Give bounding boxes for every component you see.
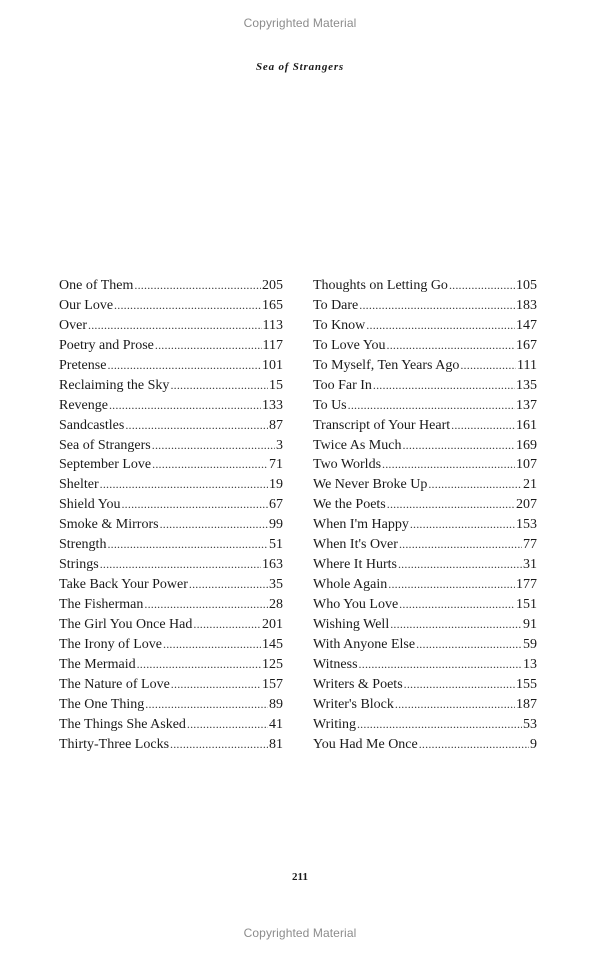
- index-entry: [59, 675, 283, 695]
- index-entry: [59, 735, 283, 755]
- dot-leader: [152, 436, 275, 456]
- entry-page-number: 105: [516, 278, 537, 293]
- index-entry: [59, 695, 283, 715]
- entry-title: Writer's Block: [313, 696, 394, 712]
- entry-page-number: 111: [517, 357, 537, 373]
- entry-title: Strength: [59, 537, 107, 553]
- entry-page-number: 125: [262, 656, 283, 672]
- dot-leader: [402, 436, 515, 456]
- entry-title: To Us: [313, 397, 347, 413]
- dot-leader: [100, 555, 261, 575]
- index-entry: [59, 455, 283, 475]
- index-entry: [313, 276, 537, 296]
- entry-title: Thoughts on Letting Go: [313, 278, 448, 293]
- entry-page-number: 151: [516, 597, 537, 612]
- index-entry: [313, 316, 537, 336]
- index-entry: [313, 336, 537, 356]
- index-entry: [313, 595, 537, 615]
- entry-page-number: 28: [269, 597, 283, 612]
- entry-page-number: 91: [523, 616, 537, 632]
- page-number: 211: [292, 871, 308, 883]
- entry-page-number: 19: [269, 477, 283, 493]
- index-entry: [313, 396, 537, 416]
- entry-page-number: 89: [269, 696, 283, 712]
- dot-leader: [145, 695, 268, 715]
- entry-title: With Anyone Else: [313, 636, 416, 652]
- dot-leader: [152, 455, 268, 475]
- index-entry: [313, 655, 537, 675]
- index-entry: [59, 296, 283, 316]
- dot-leader: [390, 615, 522, 635]
- index-entry: [313, 356, 537, 376]
- index-entry: [59, 495, 283, 515]
- entry-title: Where It Hurts: [313, 557, 397, 573]
- entry-page-number: 147: [516, 317, 537, 333]
- dot-leader: [144, 595, 268, 615]
- index-entry: [59, 316, 283, 336]
- dot-leader: [160, 515, 268, 535]
- index-entry: [313, 515, 537, 535]
- entry-title: Two Worlds: [313, 457, 382, 473]
- dot-leader: [170, 735, 268, 755]
- entry-page-number: 35: [269, 577, 283, 593]
- entry-page-number: 99: [269, 517, 283, 533]
- dot-leader: [388, 575, 515, 595]
- index-entry: [59, 436, 283, 456]
- entry-title: To Myself, Ten Years Ago: [313, 357, 460, 373]
- entry-title: Witness: [313, 656, 358, 672]
- copyright-watermark-top: Copyrighted Material: [243, 16, 357, 30]
- entry-page-number: 161: [516, 417, 537, 433]
- entry-page-number: 81: [269, 736, 283, 752]
- running-head: Sea of Strangers: [256, 61, 344, 73]
- index-entry: [59, 555, 283, 575]
- entry-title: When It's Over: [313, 537, 398, 553]
- entry-page-number: 117: [262, 337, 283, 353]
- entry-title: Writing: [313, 716, 356, 732]
- entry-page-number: 87: [269, 417, 283, 433]
- entry-page-number: 137: [516, 397, 537, 413]
- dot-leader: [170, 376, 268, 396]
- entry-page-number: 21: [523, 477, 537, 493]
- dot-leader: [382, 455, 515, 475]
- entry-page-number: 165: [262, 297, 283, 313]
- entry-page-number: 71: [269, 457, 283, 473]
- dot-leader: [137, 655, 261, 675]
- index-entry: [313, 735, 537, 755]
- entry-page-number: 77: [523, 537, 537, 553]
- index-entry: [59, 595, 283, 615]
- dot-leader: [88, 316, 262, 336]
- entry-page-number: 169: [516, 437, 537, 453]
- dot-leader: [155, 336, 262, 356]
- entry-title: Shelter: [59, 477, 99, 493]
- entry-title: The Irony of Love: [59, 636, 163, 652]
- entry-title: Too Far In: [313, 377, 372, 393]
- index-entry: [313, 436, 537, 456]
- dot-leader: [109, 396, 261, 416]
- index-entry: [313, 615, 537, 635]
- entry-title: To Dare: [313, 297, 359, 313]
- index-entry: [313, 575, 537, 595]
- entry-title: Transcript of Your Heart: [313, 417, 451, 433]
- entry-page-number: 133: [262, 397, 283, 413]
- dot-leader: [395, 695, 515, 715]
- index-entry: [59, 356, 283, 376]
- dot-leader: [189, 575, 268, 595]
- entry-title: To Love You: [313, 337, 386, 353]
- index-entry: [59, 535, 283, 555]
- index-entry: [59, 396, 283, 416]
- dot-leader: [366, 316, 515, 336]
- dot-leader: [348, 396, 515, 416]
- entry-title: Wishing Well: [313, 616, 390, 632]
- index-entry: [59, 575, 283, 595]
- entry-title: Writers & Poets: [313, 676, 403, 692]
- entry-title: To Know: [313, 317, 366, 333]
- entry-title: We the Poets: [313, 497, 386, 513]
- dot-leader: [416, 635, 522, 655]
- entry-page-number: 51: [269, 537, 283, 553]
- dot-leader: [428, 475, 522, 495]
- dot-leader: [171, 675, 261, 695]
- entry-title: The One Thing: [59, 696, 145, 712]
- index-entry: [59, 715, 283, 735]
- entry-title: September Love: [59, 457, 152, 473]
- index-entry: [59, 635, 283, 655]
- dot-leader: [100, 475, 268, 495]
- dot-leader: [451, 416, 515, 436]
- dot-leader: [193, 615, 261, 635]
- dot-leader: [163, 635, 261, 655]
- entry-page-number: 145: [262, 636, 283, 652]
- entry-title: Who You Love: [313, 597, 399, 612]
- index-entry: [59, 416, 283, 436]
- entry-title: Reclaiming the Sky: [59, 377, 170, 393]
- entry-title: Poetry and Prose: [59, 337, 154, 353]
- dot-leader: [107, 356, 261, 376]
- entry-title: Thirty-Three Locks: [59, 736, 170, 752]
- entry-page-number: 167: [516, 337, 537, 353]
- dot-leader: [419, 735, 529, 755]
- entry-title: Whole Again: [313, 577, 388, 593]
- entry-page-number: 13: [523, 656, 537, 672]
- entry-title: One of Them: [59, 278, 134, 293]
- dot-leader: [359, 296, 515, 316]
- index-entry: [59, 336, 283, 356]
- dot-leader: [404, 675, 515, 695]
- entry-title: Revenge: [59, 397, 108, 413]
- index-entry: [313, 475, 537, 495]
- entry-page-number: 53: [523, 716, 537, 732]
- dot-leader: [357, 715, 522, 735]
- index-entry: [313, 675, 537, 695]
- entry-page-number: 31: [523, 557, 537, 573]
- entry-title: Our Love: [59, 297, 114, 313]
- entry-page-number: 183: [516, 297, 537, 313]
- dot-leader: [359, 655, 522, 675]
- index-entry: [313, 416, 537, 436]
- entry-title: Smoke & Mirrors: [59, 517, 159, 533]
- entry-title: Over: [59, 317, 87, 333]
- index-entry: [313, 555, 537, 575]
- entry-title: The Girl You Once Had: [59, 616, 193, 632]
- entry-page-number: 207: [516, 497, 537, 513]
- index-entry: [313, 296, 537, 316]
- dot-leader: [449, 276, 515, 296]
- index-entry: [313, 635, 537, 655]
- dot-leader: [187, 715, 268, 735]
- dot-leader: [410, 515, 515, 535]
- entry-title: Take Back Your Power: [59, 577, 188, 593]
- entry-page-number: 187: [516, 696, 537, 712]
- dot-leader: [460, 356, 516, 376]
- dot-leader: [387, 336, 515, 356]
- index-entry: [59, 615, 283, 635]
- entry-page-number: 113: [262, 317, 283, 333]
- dot-leader: [373, 376, 515, 396]
- index-entry: [313, 495, 537, 515]
- entry-page-number: 9: [530, 736, 537, 752]
- entry-title: Twice As Much: [313, 437, 402, 453]
- entry-title: You Had Me Once: [313, 736, 418, 752]
- entry-page-number: 201: [262, 616, 283, 632]
- entry-title: We Never Broke Up: [313, 477, 428, 493]
- index-entry: [59, 376, 283, 396]
- entry-page-number: 163: [262, 557, 283, 573]
- entry-page-number: 153: [516, 517, 537, 533]
- entry-title: Pretense: [59, 357, 107, 373]
- dot-leader: [121, 495, 268, 515]
- entry-title: The Fisherman: [59, 597, 144, 612]
- entry-title: The Mermaid: [59, 656, 136, 672]
- dot-leader: [114, 296, 261, 316]
- entry-page-number: 135: [516, 377, 537, 393]
- index-entry: [313, 376, 537, 396]
- index-entry: [313, 455, 537, 475]
- entry-page-number: 157: [262, 676, 283, 692]
- index-entry: [59, 276, 283, 296]
- entry-page-number: 101: [262, 357, 283, 373]
- copyright-watermark-bottom: Copyrighted Material: [243, 926, 357, 940]
- entry-title: The Nature of Love: [59, 676, 170, 692]
- dot-leader: [399, 535, 522, 555]
- index-entry: [313, 535, 537, 555]
- index-entry: [59, 515, 283, 535]
- entry-title: The Things She Asked: [59, 716, 186, 732]
- index-column-right: [313, 276, 537, 755]
- entry-page-number: 15: [269, 377, 283, 393]
- dot-leader: [387, 495, 515, 515]
- entry-page-number: 205: [262, 278, 283, 293]
- index-entry: [313, 715, 537, 735]
- entry-title: When I'm Happy: [313, 517, 409, 533]
- entry-page-number: 59: [523, 636, 537, 652]
- dot-leader: [125, 416, 268, 436]
- dot-leader: [134, 276, 261, 296]
- dot-leader: [107, 535, 268, 555]
- dot-leader: [399, 595, 515, 615]
- entry-title: Shield You: [59, 497, 121, 513]
- index-entry: [59, 655, 283, 675]
- dot-leader: [398, 555, 522, 575]
- entry-page-number: 41: [269, 716, 283, 732]
- entry-title: Sea of Strangers: [59, 437, 151, 453]
- index-entry: [59, 475, 283, 495]
- entry-page-number: 107: [516, 457, 537, 473]
- entry-page-number: 155: [516, 676, 537, 692]
- index-column-left: [59, 276, 283, 755]
- entry-title: Strings: [59, 557, 99, 573]
- entry-page-number: 67: [269, 497, 283, 513]
- entry-title: Sandcastles: [59, 417, 125, 433]
- index-entry: [313, 695, 537, 715]
- entry-page-number: 177: [516, 577, 537, 593]
- entry-page-number: 3: [276, 437, 283, 453]
